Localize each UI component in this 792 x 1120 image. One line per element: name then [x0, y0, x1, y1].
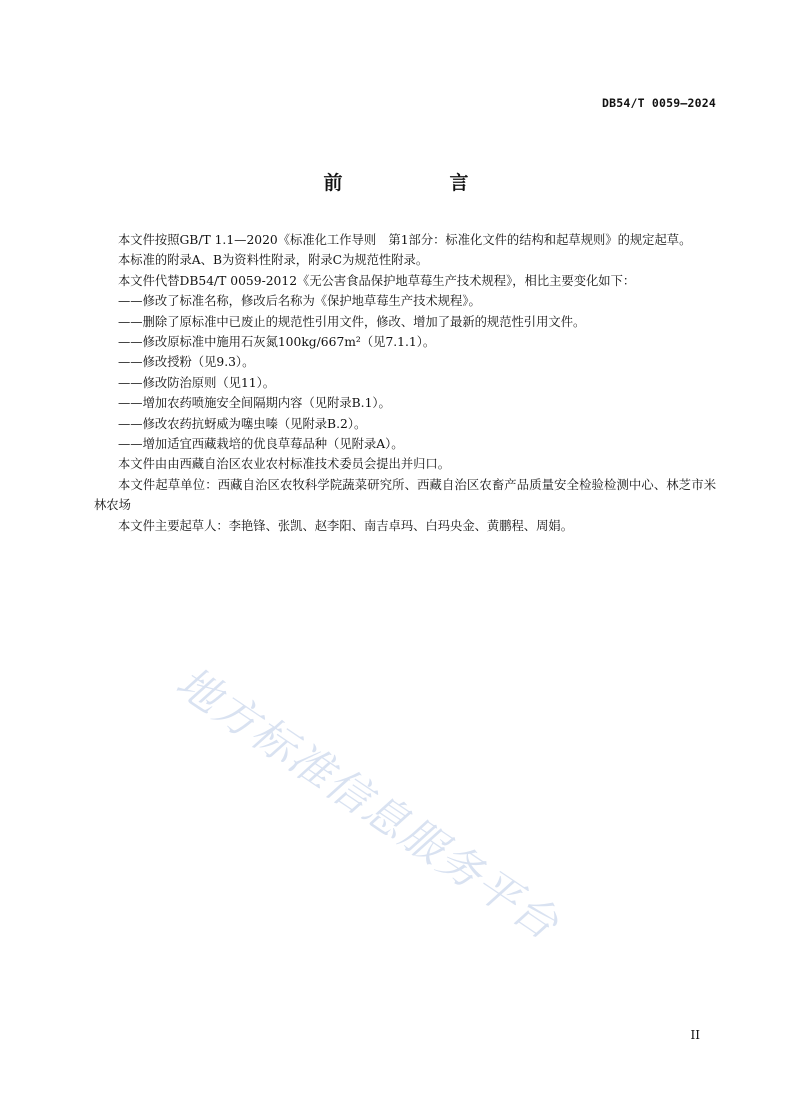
change-item: ——修改农药抗蚜威为噻虫嗪（见附录B.2）。: [118, 416, 367, 431]
change-item: ——增加适宜西藏栽培的优良草莓品种（见附录A）。: [118, 437, 404, 452]
change-item: ——修改了标准名称，修改后名称为《保护地草莓生产技术规程》。: [118, 294, 481, 309]
paragraph-replacement: 本文件代替DB54/T 0059-2012《无公害食品保护地草莓生产技术规程》，相比主要变化如下：: [118, 273, 636, 288]
page-number: II: [690, 1028, 700, 1042]
watermark: 地方标准信息服务平台: [167, 657, 569, 951]
change-item: ——修改授粉（见9.3）。: [118, 355, 255, 370]
paragraph-drafting-rule: 本文件按照GB/T 1.1—2020《标准化工作导则 第1部分：标准化文件的结构和起草规则》的规定起草。: [118, 233, 692, 247]
page-title: 前 言: [323, 172, 513, 194]
change-item: ——修改防治原则（见11）。: [118, 375, 276, 390]
paragraph-proposer: 本文件由由西藏自治区农业农村标准技术委员会提出并归口。: [118, 457, 451, 472]
change-item: ——修改原标准中施用石灰氮100kg/667m²（见7.1.1）。: [118, 335, 436, 350]
paragraph-drafting-units: 本文件起草单位：西藏自治区农牧科学院蔬菜研究所、西藏自治区农畜产品质量安全检验检测中心、林芝市米林农场: [94, 477, 716, 513]
foreword-body: [94, 230, 716, 536]
change-item: ——增加农药喷施安全间隔期内容（见附录B.1）。: [118, 396, 391, 411]
document-id: DB54/T 0059—2024: [602, 96, 716, 110]
change-item: ——删除了原标准中已废止的规范性引用文件，修改、增加了最新的规范性引用文件。: [118, 314, 586, 329]
paragraph-drafters: 本文件主要起草人：李艳锋、张凯、赵李阳、南吉卓玛、白玛央金、黄鹏程、周娟。: [118, 518, 573, 533]
paragraph-appendix: 本标准的附录A、B为资料性附录，附录C为规范性附录。: [118, 253, 429, 268]
